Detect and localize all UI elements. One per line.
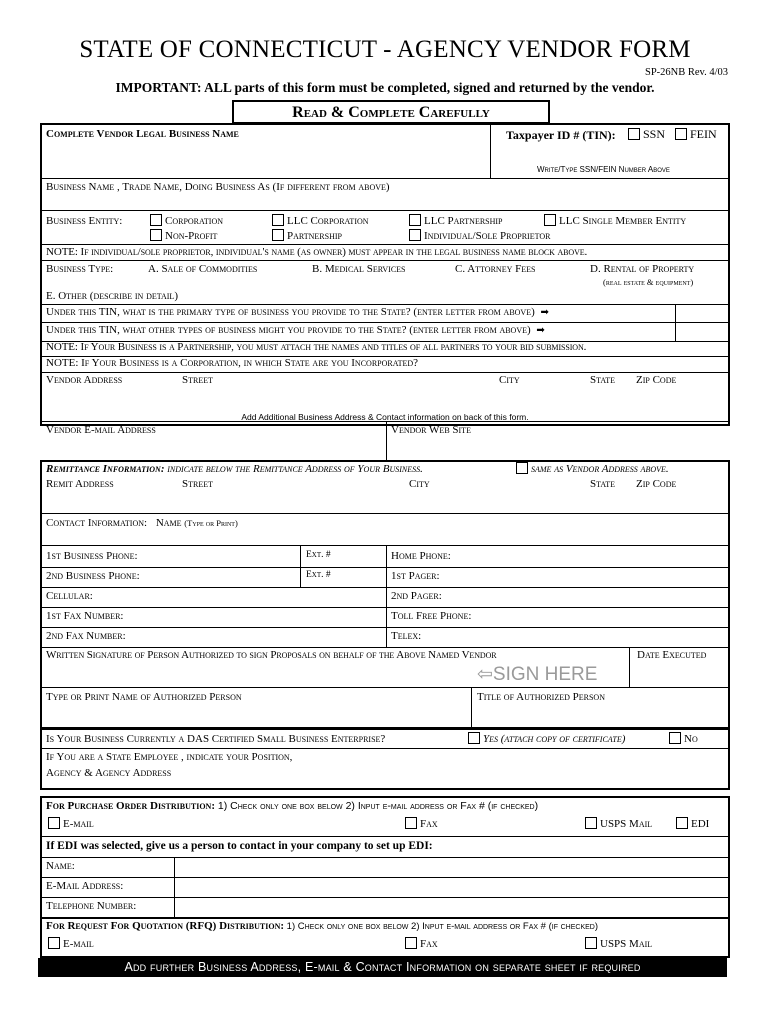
type-d: D. Rental of Property bbox=[590, 263, 695, 275]
primary-type-text: Under this TIN, what is the primary type of business you provide to the State? (enter letter from above) bbox=[46, 306, 535, 318]
individual-label: Individual/Sole Proprietor bbox=[424, 230, 551, 242]
title-authorized-label: Title of Authorized Person bbox=[477, 691, 605, 703]
rfq-email-checkbox[interactable] bbox=[48, 937, 60, 949]
das-yes-label: Yes (attach copy of certificate) bbox=[483, 733, 626, 745]
tin-input-hint: Write/Type SSN/FEIN Number Above bbox=[537, 165, 670, 174]
date-executed-label: Date Executed bbox=[637, 649, 707, 661]
remit-street-label: Street bbox=[182, 478, 214, 490]
remittance-instruction: indicate below the Remittance Address of Your Business. bbox=[167, 463, 423, 475]
business-phone-2-label: 2nd Business Phone: bbox=[46, 570, 140, 582]
edi-name-label: Name: bbox=[46, 860, 75, 872]
telex-input[interactable] bbox=[430, 629, 726, 645]
fax-1-label: 1st Fax Number: bbox=[46, 610, 124, 622]
sole-proprietor-note: NOTE: If individual/sole proprietor, individual's name (as owner) must appear in the legal business name block above. bbox=[46, 246, 588, 258]
state-employee-label-1: If You are a State Employee , indicate your Position, bbox=[46, 751, 293, 763]
type-c: C. Attorney Fees bbox=[455, 263, 536, 275]
fax-2-input[interactable] bbox=[150, 629, 384, 645]
vendor-web-input[interactable] bbox=[389, 438, 727, 458]
rfq-heading bbox=[46, 920, 598, 932]
edi-telephone-input[interactable] bbox=[177, 899, 726, 916]
ssn-label: SSN bbox=[643, 127, 666, 141]
po-usps-label: USPS Mail bbox=[600, 818, 653, 830]
same-as-vendor-label: same as Vendor Address above. bbox=[531, 463, 669, 475]
type-e-input[interactable] bbox=[240, 288, 726, 302]
state-label: State bbox=[590, 374, 616, 386]
remit-address-input[interactable] bbox=[44, 493, 728, 511]
business-type-label: Business Type: bbox=[46, 263, 114, 275]
rfq-email-label: E-mail bbox=[63, 938, 94, 950]
fein-label: FEIN bbox=[690, 127, 717, 141]
contact-info-text: Contact Information: bbox=[46, 517, 148, 529]
trade-name-label: Business Name , Trade Name, Doing Business As (If different from above) bbox=[46, 181, 390, 193]
other-type-input[interactable] bbox=[677, 324, 727, 340]
type-e: E. Other (describe in detail) bbox=[46, 290, 178, 302]
pager-2-label: 2nd Pager: bbox=[391, 590, 442, 602]
toll-free-label: Toll Free Phone: bbox=[391, 610, 472, 622]
rfq-fax-option[interactable] bbox=[405, 937, 438, 950]
non-profit-label: Non-Profit bbox=[165, 230, 218, 242]
llc-single-checkbox[interactable] bbox=[544, 214, 556, 226]
rfq-usps-checkbox[interactable] bbox=[585, 937, 597, 949]
print-name-label: Type or Print Name of Authorized Person bbox=[46, 691, 242, 703]
entity-llc-single[interactable] bbox=[544, 214, 686, 227]
fein-checkbox[interactable] bbox=[675, 128, 687, 140]
edi-question: If EDI was selected, give us a person to contact in your company to set up EDI: bbox=[46, 840, 433, 852]
po-edi-option[interactable] bbox=[676, 817, 709, 830]
toll-free-input[interactable] bbox=[495, 609, 726, 625]
po-fax-option[interactable] bbox=[405, 817, 438, 830]
edi-name-input[interactable] bbox=[177, 859, 726, 876]
corporation-checkbox[interactable] bbox=[150, 214, 162, 226]
das-yes-checkbox[interactable] bbox=[468, 732, 480, 744]
signature-input[interactable] bbox=[44, 664, 464, 686]
po-fax-checkbox[interactable] bbox=[405, 817, 417, 829]
das-question: Is Your Business Currently a DAS Certified Small Business Enterprise? bbox=[46, 733, 386, 745]
date-executed-input[interactable] bbox=[632, 664, 727, 686]
type-d-sub: (real estate & equipment) bbox=[603, 277, 694, 287]
contact-info-label bbox=[46, 517, 238, 529]
contact-name-input[interactable] bbox=[300, 516, 726, 542]
remit-city-label: City bbox=[409, 478, 430, 490]
po-edi-checkbox[interactable] bbox=[676, 817, 688, 829]
partnership-label: Partnership bbox=[287, 230, 342, 242]
state-employee-input[interactable] bbox=[356, 751, 726, 786]
vendor-address-label: Vendor Address bbox=[46, 374, 123, 386]
entity-llc-corporation[interactable] bbox=[272, 214, 369, 227]
other-type-text: Under this TIN, what other types of business might you provide to the State? (enter letter from above) bbox=[46, 324, 531, 336]
edi-email-label: E-Mail Address: bbox=[46, 880, 124, 892]
primary-type-input[interactable] bbox=[677, 306, 727, 322]
llc-single-label: LLC Single Member Entity bbox=[559, 215, 687, 227]
title-authorized-input[interactable] bbox=[474, 706, 727, 726]
po-fax-label: Fax bbox=[420, 818, 438, 830]
zip-label: Zip Code bbox=[636, 374, 677, 386]
telex-label: Telex: bbox=[391, 630, 422, 642]
rfq-heading-text: For Request For Quotation (RFQ) Distribution: bbox=[46, 920, 285, 932]
corporation-note: NOTE: If Your Business is a Corporation, in which State are you Incorporated? bbox=[46, 357, 419, 369]
remittance-heading-text: Remittance Information: bbox=[46, 463, 165, 475]
po-usps-checkbox[interactable] bbox=[585, 817, 597, 829]
entity-individual[interactable] bbox=[409, 229, 550, 242]
entity-partnership[interactable] bbox=[272, 229, 342, 242]
arrow-right-icon: ➡ bbox=[536, 325, 545, 336]
vendor-address-input[interactable] bbox=[44, 389, 728, 409]
type-print-hint: (Type or Print) bbox=[184, 518, 238, 528]
pager-1-input[interactable] bbox=[450, 569, 726, 585]
rfq-instruction: 1) Check only one box below 2) Input e-mail address or Fax # (if checked) bbox=[284, 921, 599, 932]
rfq-fax-checkbox[interactable] bbox=[405, 937, 417, 949]
contact-name-text: Name bbox=[155, 517, 182, 529]
same-as-vendor-option[interactable] bbox=[516, 462, 669, 475]
city-label: City bbox=[499, 374, 520, 386]
home-phone-label: Home Phone: bbox=[391, 550, 451, 562]
ext-1-input[interactable] bbox=[340, 548, 384, 565]
vendor-web-label: Vendor Web Site bbox=[391, 424, 471, 436]
type-a: A. Sale of Commodities bbox=[148, 263, 258, 275]
llc-partnership-checkbox[interactable] bbox=[409, 214, 421, 226]
corporation-label: Corporation bbox=[165, 215, 224, 227]
ext-2-label: Ext. # bbox=[306, 570, 331, 580]
form-id: SP-26NB Rev. 4/03 bbox=[645, 67, 729, 78]
type-b: B. Medical Services bbox=[312, 263, 406, 275]
ext-2-input[interactable] bbox=[340, 569, 384, 585]
read-carefully-banner: Read & Complete Carefully bbox=[232, 100, 550, 124]
legal-name-text: Complete Vendor Legal Business Name bbox=[46, 128, 239, 140]
remit-address-label: Remit Address bbox=[46, 478, 114, 490]
other-type-question bbox=[46, 324, 545, 336]
cellular-label: Cellular: bbox=[46, 590, 93, 602]
rfq-usps-option[interactable] bbox=[585, 937, 652, 950]
po-heading-text: For Purchase Order Distribution: bbox=[46, 800, 215, 812]
business-phone-1-input[interactable] bbox=[160, 548, 298, 565]
remit-state-label: State bbox=[590, 478, 616, 490]
same-as-vendor-checkbox[interactable] bbox=[516, 462, 528, 474]
sign-here-text: SIGN HERE bbox=[492, 664, 598, 685]
cellular-input[interactable] bbox=[110, 589, 384, 605]
signature-label: Written Signature of Person Authorized to sign Proposals on behalf of the Above Named Vendor bbox=[46, 649, 497, 661]
primary-type-question bbox=[46, 306, 549, 318]
business-phone-2-input[interactable] bbox=[160, 569, 298, 585]
tin-label: Taxpayer ID # (TIN): bbox=[506, 128, 616, 142]
po-usps-option[interactable] bbox=[585, 817, 652, 830]
ssn-option[interactable] bbox=[628, 127, 665, 142]
entity-corporation[interactable] bbox=[150, 214, 223, 227]
remittance-heading bbox=[46, 463, 423, 475]
rfq-email-option[interactable] bbox=[48, 937, 94, 950]
legal-name-input[interactable] bbox=[44, 145, 488, 177]
trade-name-input[interactable] bbox=[44, 196, 728, 210]
street-label: Street bbox=[182, 374, 214, 386]
po-instruction: 1) Check only one box below 2) Input e-mail address or Fax # (if checked) bbox=[215, 800, 539, 812]
sign-here-indicator bbox=[477, 663, 597, 686]
fax-1-input[interactable] bbox=[150, 609, 384, 625]
remit-zip-label: Zip Code bbox=[636, 478, 677, 490]
business-entity-label: Business Entity: bbox=[46, 215, 123, 227]
fax-2-label: 2nd Fax Number: bbox=[46, 630, 126, 642]
home-phone-input[interactable] bbox=[470, 548, 726, 565]
legal-name-label bbox=[46, 128, 239, 140]
po-edi-label: EDI bbox=[691, 818, 710, 830]
pager-2-input[interactable] bbox=[450, 589, 726, 605]
rfq-fax-label: Fax bbox=[420, 938, 438, 950]
po-heading bbox=[46, 800, 538, 812]
po-email-option[interactable] bbox=[48, 817, 94, 830]
ssn-checkbox[interactable] bbox=[628, 128, 640, 140]
llc-partnership-label: LLC Partnership bbox=[424, 215, 503, 227]
po-email-label: E-mail bbox=[63, 818, 94, 830]
footer-banner: Add further Business Address, E-mail & Contact Information on separate sheet if required bbox=[38, 958, 727, 977]
non-profit-checkbox[interactable] bbox=[150, 229, 162, 241]
arrow-left-icon: ⇦ bbox=[477, 664, 493, 685]
das-no-checkbox[interactable] bbox=[669, 732, 681, 744]
das-no-label: No bbox=[684, 733, 698, 745]
entity-llc-partnership[interactable] bbox=[409, 214, 503, 227]
form-title: STATE OF CONNECTICUT - AGENCY VENDOR FORM bbox=[79, 36, 691, 63]
po-email-checkbox[interactable] bbox=[48, 817, 60, 829]
vendor-email-input[interactable] bbox=[44, 438, 384, 458]
ext-1-label: Ext. # bbox=[306, 550, 331, 560]
important-notice: IMPORTANT: ALL parts of this form must be completed, signed and returned by the vendor. bbox=[115, 80, 655, 95]
print-name-input[interactable] bbox=[44, 706, 468, 726]
partnership-checkbox[interactable] bbox=[272, 229, 284, 241]
state-employee-label-2: Agency & Agency Address bbox=[46, 767, 172, 779]
additional-address-note: Add Additional Business Address & Contact information on back of this form. bbox=[241, 412, 529, 422]
edi-email-input[interactable] bbox=[177, 879, 726, 896]
edi-telephone-label: Telephone Number: bbox=[46, 900, 137, 912]
das-no-option[interactable] bbox=[669, 732, 698, 745]
llc-corporation-checkbox[interactable] bbox=[272, 214, 284, 226]
entity-non-profit[interactable] bbox=[150, 229, 217, 242]
rfq-usps-label: USPS Mail bbox=[600, 938, 653, 950]
individual-checkbox[interactable] bbox=[409, 229, 421, 241]
business-phone-1-label: 1st Business Phone: bbox=[46, 550, 138, 562]
pager-1-label: 1st Pager: bbox=[391, 570, 440, 582]
fein-option[interactable] bbox=[675, 127, 717, 142]
das-yes-option[interactable] bbox=[468, 732, 625, 745]
partnership-note: NOTE: If Your Business is a Partnership, you must attach the names and titles of all partners to your bid submission. bbox=[46, 341, 587, 353]
llc-corporation-label: LLC Corporation bbox=[287, 215, 369, 227]
arrow-right-icon: ➡ bbox=[540, 307, 549, 318]
vendor-email-label: Vendor E-mail Address bbox=[46, 424, 156, 436]
